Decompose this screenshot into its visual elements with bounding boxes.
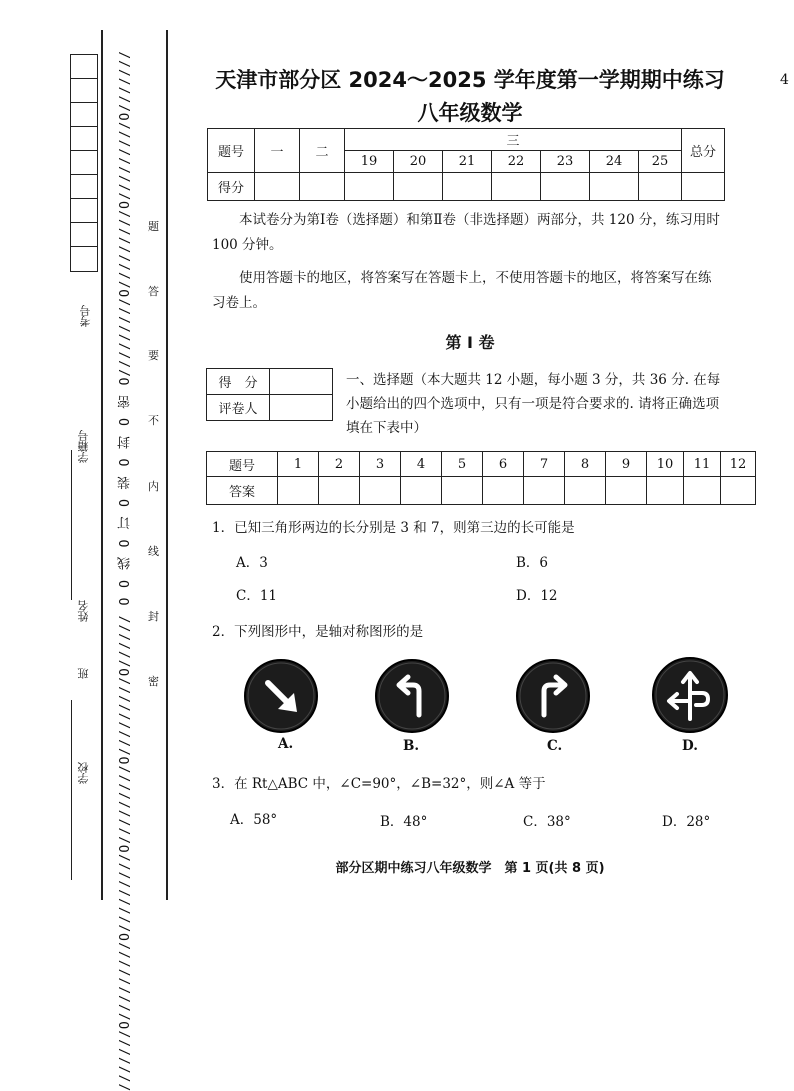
answer-cell[interactable]: [483, 477, 524, 505]
sign-b-label: B.: [403, 738, 420, 754]
answer-cell[interactable]: [401, 477, 442, 505]
seal-word-6: 线: [148, 545, 159, 558]
answer-header-label: 题号: [207, 452, 278, 477]
grade-score-label: 得 分: [207, 369, 270, 395]
question-1-option-a: A．3: [236, 555, 268, 571]
score-cell[interactable]: [255, 173, 300, 201]
exam-subtitle: 八年级数学: [417, 101, 523, 125]
seal-word-5: 内: [148, 480, 159, 493]
answer-num-12: 12: [721, 452, 756, 477]
score-col-3: 三: [345, 129, 682, 151]
label-exam-number: 考号: [79, 305, 92, 327]
question-3-option-a: A．58°: [230, 812, 278, 828]
answer-cell[interactable]: [606, 477, 647, 505]
question-3-stem: 3．在 Rt△ABC 中，∠C=90°，∠B=32°，则∠A 等于: [212, 776, 546, 792]
grade-score-cell[interactable]: [270, 369, 333, 395]
seal-word-4: 不: [148, 414, 159, 427]
seal-word-3: 要: [148, 349, 159, 362]
label-student-id: 学籍号: [77, 430, 90, 463]
score-sub-23: 23: [541, 151, 590, 173]
label-class: 班: [77, 668, 90, 679]
grade-grader-cell[interactable]: [270, 395, 333, 421]
question-1-stem: 1．已知三角形两边的长分别是 3 和 7，则第三边的长可能是: [212, 520, 575, 536]
seal-word-8: 密: [148, 675, 159, 688]
answer-num-8: 8: [565, 452, 606, 477]
score-cell[interactable]: [394, 173, 443, 201]
sign-c-turn-right-icon: [514, 657, 592, 735]
sign-b-turn-left-icon: [373, 657, 451, 735]
answer-table: [206, 451, 756, 505]
question-1-option-b: B．6: [516, 555, 549, 571]
score-cell[interactable]: [492, 173, 541, 201]
label-name: 姓名: [77, 600, 90, 622]
answer-cell[interactable]: [647, 477, 684, 505]
page-footer: 部分区期中练习八年级数学 第 1 页(共 8 页): [335, 861, 605, 876]
sign-a-diagonal-arrow-icon: [242, 657, 320, 735]
answer-cell[interactable]: [684, 477, 721, 505]
answer-num-9: 9: [606, 452, 647, 477]
section-1-title: 一、选择题（本大题共 12 小题，每小题 3 分，共 36 分. 在每小题给出的四个选项中，只有一项是符合要求的. 请将正确选项填在下表中）: [346, 372, 721, 436]
instruction-paragraph-1: 本试卷分为第Ⅰ卷（选择题）和第Ⅱ卷（非选择题）两部分，共 120 分，练习用时 100 分钟。: [212, 212, 720, 253]
question-2-stem: 2．下列图形中，是轴对称图形的是: [212, 624, 424, 640]
exam-number-boxes[interactable]: [70, 54, 98, 272]
school-underline: [71, 700, 72, 880]
score-cell[interactable]: [682, 173, 725, 201]
sign-a-label: A.: [278, 736, 294, 752]
answer-num-3: 3: [360, 452, 401, 477]
answer-cell[interactable]: [565, 477, 606, 505]
page-corner-number: 4: [780, 72, 789, 88]
answer-cell[interactable]: [442, 477, 483, 505]
grade-box: [206, 368, 333, 421]
answer-num-11: 11: [684, 452, 721, 477]
score-sub-25: 25: [639, 151, 682, 173]
score-cell[interactable]: [345, 173, 394, 201]
score-sub-22: 22: [492, 151, 541, 173]
score-sub-20: 20: [394, 151, 443, 173]
question-3-option-b: B．48°: [380, 814, 428, 830]
score-col-1: 一: [255, 129, 300, 173]
score-cell[interactable]: [590, 173, 639, 201]
answer-num-6: 6: [483, 452, 524, 477]
score-cell[interactable]: [300, 173, 345, 201]
question-3-option-c: C．38°: [523, 814, 571, 830]
class-underline: [71, 450, 72, 600]
answer-cell[interactable]: [278, 477, 319, 505]
label-school: 学校: [77, 762, 90, 784]
answer-num-10: 10: [647, 452, 684, 477]
instruction-paragraph-2: 使用答题卡的地区，将答案写在答题卡上，不使用答题卡的地区，将答案写在练习卷上。: [212, 270, 712, 311]
seal-word-2: 答: [148, 285, 159, 298]
sign-d-multi-direction-icon: [650, 655, 730, 735]
question-3-option-d: D．28°: [662, 814, 711, 830]
answer-cell[interactable]: [524, 477, 565, 505]
binding-inner-line: [166, 30, 168, 900]
answer-cell[interactable]: [360, 477, 401, 505]
answer-num-5: 5: [442, 452, 483, 477]
score-table: [207, 128, 725, 201]
seal-line: ///////O/////////O/////////O/////////O/////////O////// O O 线 O 订 O 装 O 封 O 密 O/////////O/////////O/////////O///////: [118, 50, 133, 1091]
seal-word-7: 封: [148, 610, 159, 623]
score-col-label: 题号: [208, 129, 255, 173]
score-cell[interactable]: [541, 173, 590, 201]
answer-cell[interactable]: [721, 477, 756, 505]
answer-num-2: 2: [319, 452, 360, 477]
score-sub-21: 21: [443, 151, 492, 173]
score-sub-24: 24: [590, 151, 639, 173]
exam-title: 天津市部分区 2024～2025 学年度第一学期期中练习: [215, 68, 725, 92]
grade-grader-label: 评卷人: [207, 395, 270, 421]
score-col-2: 二: [300, 129, 345, 173]
answer-num-7: 7: [524, 452, 565, 477]
answer-row-label: 答案: [207, 477, 278, 505]
score-row-label: 得分: [208, 173, 255, 201]
binding-outer-line: [101, 30, 103, 900]
score-cell[interactable]: [639, 173, 682, 201]
seal-word-1: 题: [148, 220, 159, 233]
sign-c-label: C.: [547, 738, 563, 754]
sign-d-label: D.: [682, 738, 698, 754]
answer-num-4: 4: [401, 452, 442, 477]
answer-cell[interactable]: [319, 477, 360, 505]
score-cell[interactable]: [443, 173, 492, 201]
score-total: 总分: [682, 129, 725, 173]
score-sub-19: 19: [345, 151, 394, 173]
question-1-option-c: C．11: [236, 588, 278, 604]
question-1-option-d: D．12: [516, 588, 558, 604]
answer-num-1: 1: [278, 452, 319, 477]
volume-heading: 第 Ⅰ 卷: [445, 333, 495, 352]
